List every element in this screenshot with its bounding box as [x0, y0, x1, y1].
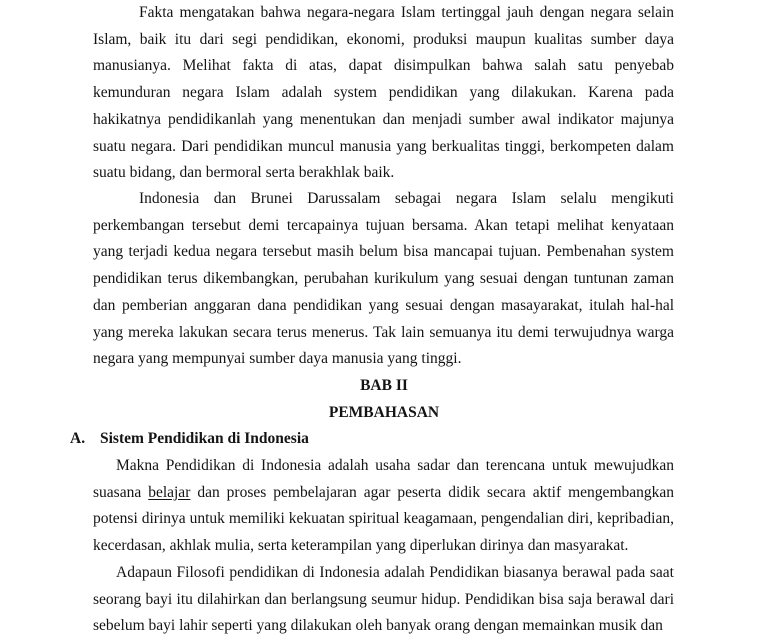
- paragraph-fakta: Fakta mengatakan bahwa negara-negara Islam tertinggal jauh dengan negara selain Islam, baik itu dari segi pendidikan, ekonomi, produksi maupun kualitas sumber daya manusianya. Melihat fakta di atas, dapat disimpulkan bahwa salah satu penyebab kemunduran negara Islam adalah system pendidikan yang dilakukan. Karena pada hakikatnya pendidikanlah yang menentukan dan menjadi sumber awal indikator majunya suatu negara. Dari pendidikan muncul manusia yang berkualitas tinggi, berkompeten dalam suatu bidang, dan bermoral serta berakhlak baik.: [93, 4, 674, 182]
- chapter-heading: BAB II: [360, 377, 408, 394]
- paragraph-filosofi: Adapaun Filosofi pendidikan di Indonesia adalah Pendidikan biasanya berawal pada saat seorang bayi itu dilahirkan dan berlangsung seumur hidup. Pendidikan bisa saja berawal dari sebelum bayi lahir seperti yang dilakukan oleh banyak orang dengan memainkan musik dan: [93, 564, 674, 635]
- section-number: A.: [70, 430, 86, 447]
- paragraph-makna-pendidikan: [93, 453, 674, 560]
- belajar-link[interactable]: belajar: [148, 483, 191, 501]
- section-heading: [70, 426, 309, 453]
- paragraph-text-start: Makna Pendidikan di Indonesia adalah usaha sadar dan terencana untuk mewujudkan suasana: [93, 457, 674, 501]
- chapter-title: PEMBAHASAN: [328, 404, 440, 421]
- section-title: Sistem Pendidikan di Indonesia: [100, 430, 309, 447]
- paragraph-text-end: dan proses pembelajaran agar peserta didik secara aktif mengembangkan potensi dirinya untuk memiliki kekuatan spiritual keagamaan, pengendalian diri, kepribadian, kecerdasan, akhlak mulia, serta keterampilan yang diperlukan dirinya dan masyarakat.: [93, 483, 675, 555]
- paragraph-indonesia-brunei: Indonesia dan Brunei Darussalam sebagai negara Islam selalu mengikuti perkembangan tersebut demi tercapainya tujuan bersama. Akan tetapi melihat kenyataan yang terjadi kedua negara tersebut masih belum bisa mancapai tujuan. Pembenahan system pendidikan terus dikembangkan, perubahan kurikulum yang sesuai dengan tuntunan zaman dan pemberian anggaran dana pendidikan yang sesuai dengan masayarakat, itulah hal-hal yang mereka lakukan secara terus menerus. Tak lain semuanya itu demi terwujudnya warga negara yang mempunyai sumber daya manusia yang tinggi.: [93, 190, 674, 368]
